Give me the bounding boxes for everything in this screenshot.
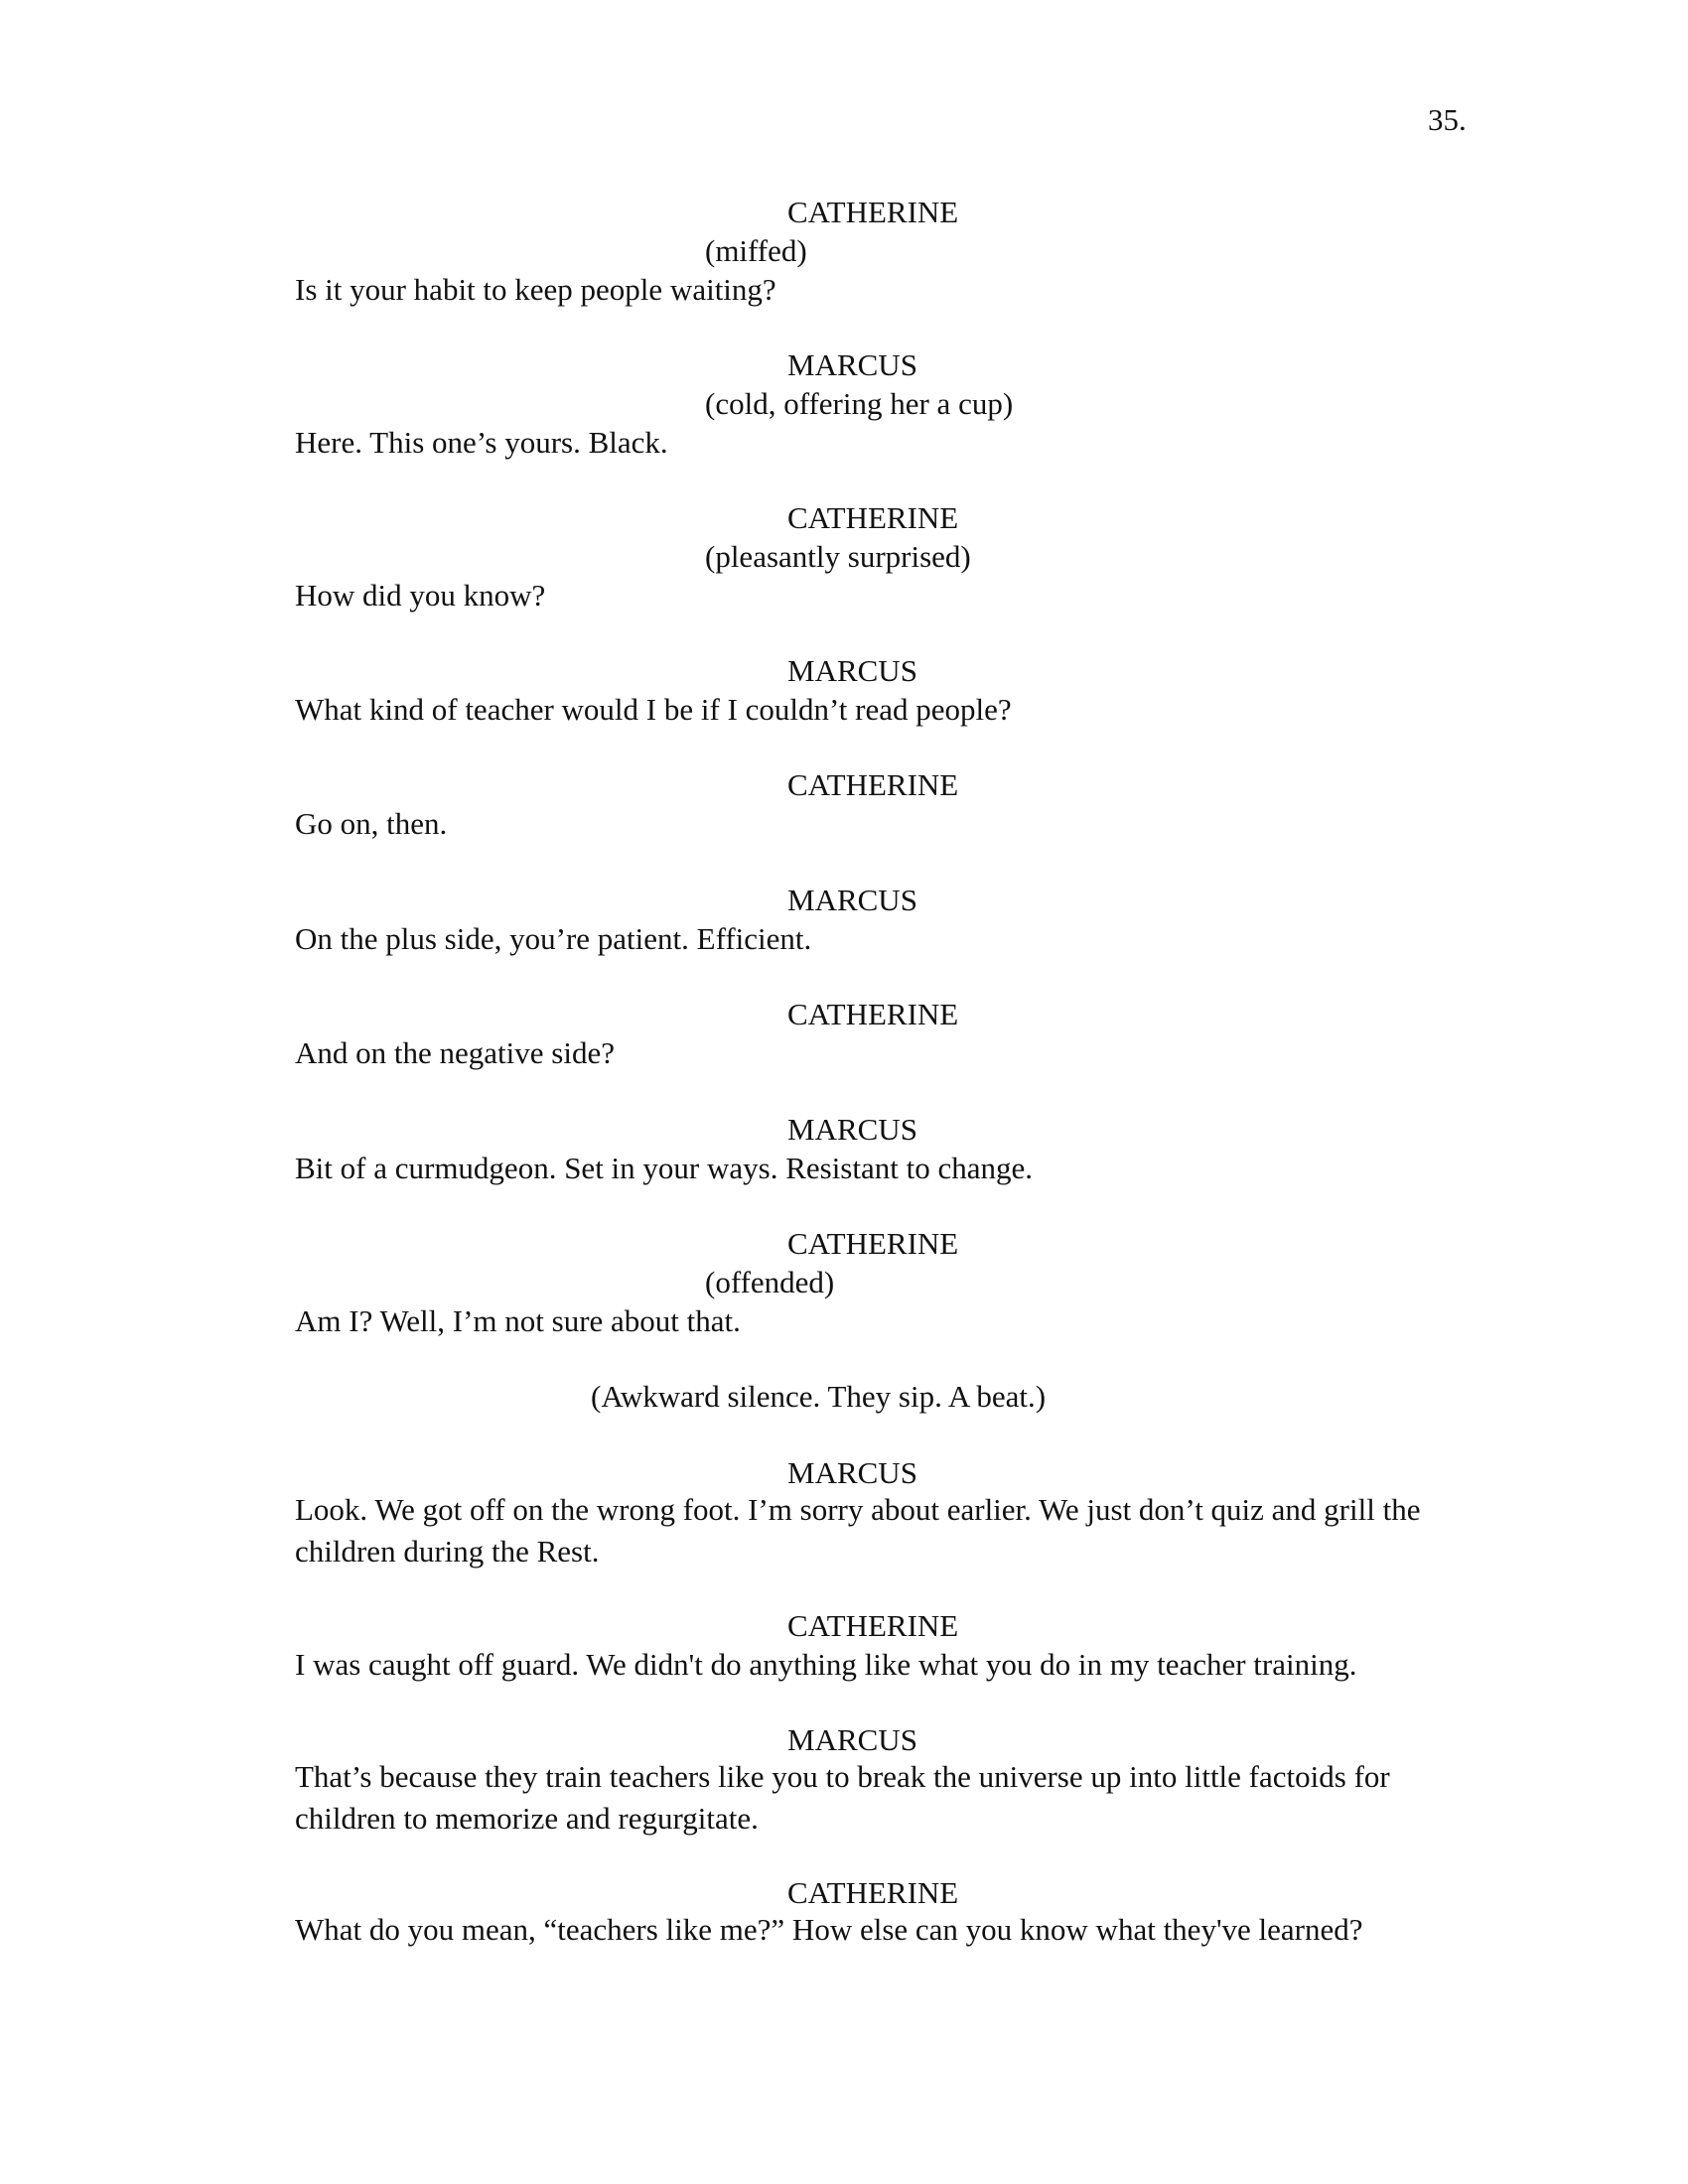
dialogue-line: Bit of a curmudgeon. Set in your ways. Resistant to change. [295, 1151, 1034, 1185]
character-name: CATHERINE [787, 997, 959, 1031]
character-name: MARCUS [787, 1112, 917, 1147]
dialogue-line: Is it your habit to keep people waiting? [295, 272, 776, 307]
parenthetical: (offended) [705, 1265, 835, 1299]
character-name: CATHERINE [787, 1608, 959, 1643]
character-name: CATHERINE [787, 500, 959, 535]
character-name: CATHERINE [787, 767, 959, 802]
character-name: MARCUS [787, 1455, 917, 1490]
dialogue-line: Look. We got off on the wrong foot. I’m sorry about earlier. We just don’t quiz and grill the children during the Rest. [295, 1492, 1421, 1569]
character-name: CATHERINE [787, 195, 959, 229]
parenthetical: (miffed) [705, 233, 807, 268]
dialogue-line: Am I? Well, I’m not sure about that. [295, 1303, 741, 1338]
parenthetical: (pleasantly surprised) [705, 539, 971, 574]
character-name: MARCUS [787, 653, 917, 688]
dialogue-line: Here. This one’s yours. Black. [295, 425, 668, 460]
character-name: MARCUS [787, 883, 917, 917]
page-number: 35. [1428, 102, 1467, 137]
dialogue-line: Go on, then. [295, 806, 448, 841]
character-name: MARCUS [787, 1722, 917, 1757]
character-name: CATHERINE [787, 1226, 959, 1261]
dialogue-line: What kind of teacher would I be if I couldn’t read people? [295, 692, 1012, 727]
stage-direction: (Awkward silence. They sip. A beat.) [591, 1379, 1047, 1414]
dialogue-line: That’s because they train teachers like you to break the universe up into little factoids for children to memorize and regurgitate. [295, 1759, 1390, 1836]
dialogue-line: And on the negative side? [295, 1035, 615, 1070]
dialogue-line: What do you mean, “teachers like me?” How else can you know what they've learned? [295, 1912, 1363, 1947]
dialogue-line: I was caught off guard. We didn't do anything like what you do in my teacher training. [295, 1647, 1357, 1682]
dialogue-line: How did you know? [295, 578, 546, 613]
dialogue-line: On the plus side, you’re patient. Efficient. [295, 921, 812, 956]
character-name: MARCUS [787, 347, 917, 382]
character-name: CATHERINE [787, 1875, 959, 1910]
parenthetical: (cold, offering her a cup) [705, 386, 1014, 421]
